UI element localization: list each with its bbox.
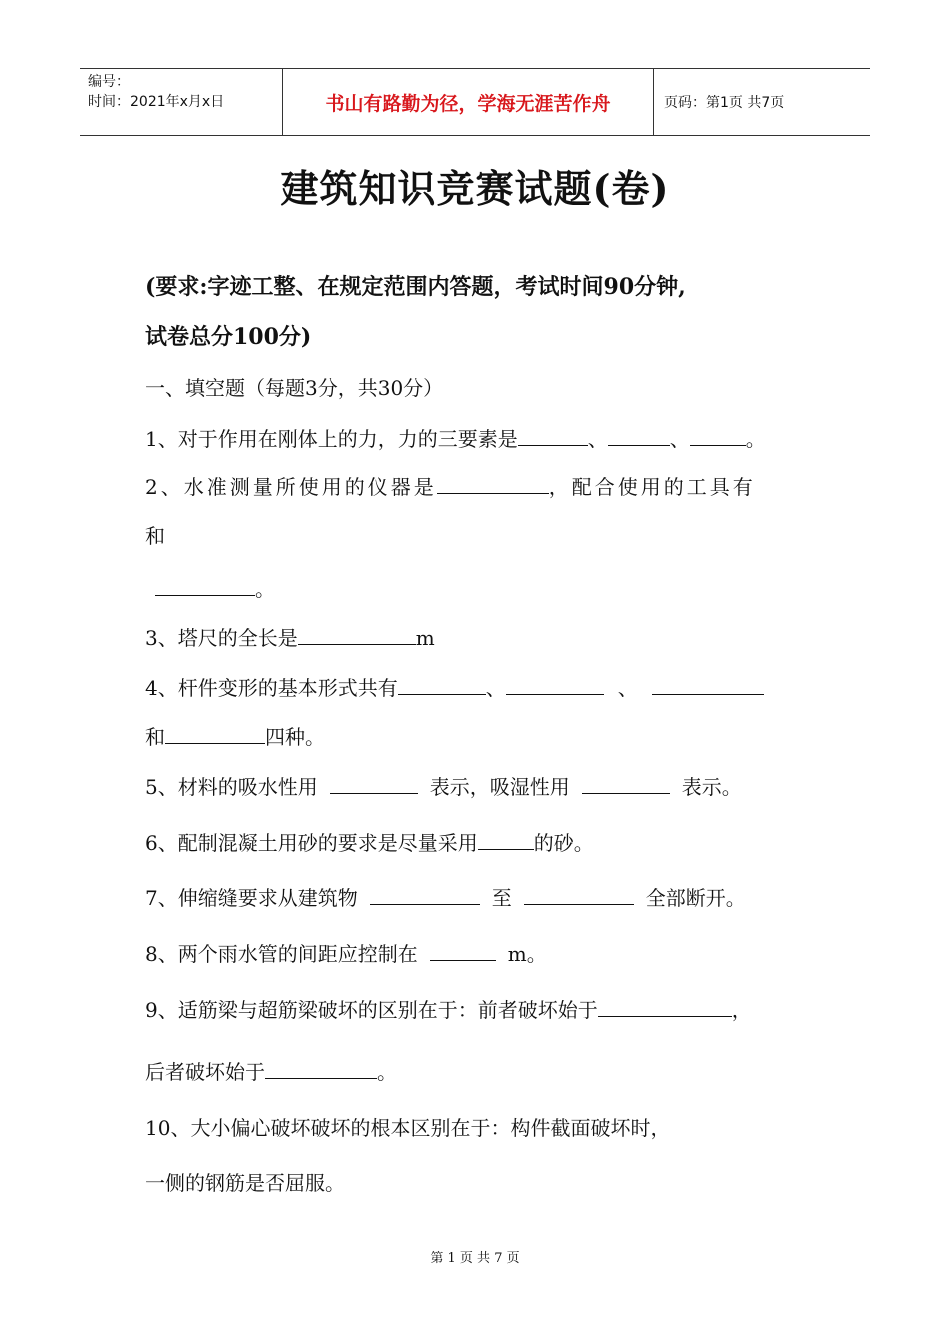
q3-unit: m xyxy=(415,626,435,650)
question-2 xyxy=(145,471,756,500)
q8-text: 8、两个雨水管的间距应控制在 xyxy=(145,942,418,966)
q5-text-2: 表示，吸湿性用 xyxy=(429,775,570,799)
section-heading: 一、填空题（每题3分，共30分） xyxy=(145,376,444,400)
q5-text: 5、材料的吸水性用 xyxy=(145,775,318,799)
q6-text: 6、配制混凝土用砂的要求是尽量采用 xyxy=(145,831,478,855)
question-9 xyxy=(145,994,752,1023)
q2-end: 。 xyxy=(255,577,275,601)
question-10: 10、大小偏心破坏破坏的根本区别在于：构件截面破坏时， xyxy=(145,1116,671,1140)
question-8 xyxy=(145,938,547,967)
requirements-line-1: (要求:字迹工整、在规定范围内答题，考试时间90分钟, xyxy=(145,274,686,300)
q5-blank-1[interactable] xyxy=(330,773,418,794)
q7-text: 7、伸缩缝要求从建筑物 xyxy=(145,886,358,910)
q5-end: 表示。 xyxy=(681,775,742,799)
q2-blank-1[interactable] xyxy=(437,473,549,494)
q4-sep-1: 、 xyxy=(485,676,506,700)
q2-text: 2、水准测量所使用的仪器是 xyxy=(145,475,437,499)
question-10-cont: 一侧的钢筋是否屈服。 xyxy=(145,1171,345,1195)
question-3 xyxy=(145,622,435,651)
question-5 xyxy=(145,771,742,800)
document-title: 建筑知识竞赛试题(卷) xyxy=(280,166,670,211)
q9-comma: ， xyxy=(731,998,752,1022)
q4-blank-3[interactable] xyxy=(652,674,764,695)
q3-blank[interactable] xyxy=(298,624,416,645)
q9-blank-2[interactable] xyxy=(265,1058,377,1079)
question-1 xyxy=(145,423,766,452)
question-9-cont xyxy=(145,1056,397,1085)
q1-blank-1[interactable] xyxy=(518,425,588,446)
question-4 xyxy=(145,672,764,701)
q1-sep-2: 、 xyxy=(669,427,690,451)
question-2-cont-2 xyxy=(145,573,275,602)
q5-blank-2[interactable] xyxy=(582,773,670,794)
q4-text: 4、杆件变形的基本形式共有 xyxy=(145,676,398,700)
number-label: 编号： xyxy=(88,74,130,90)
header-meta xyxy=(80,69,282,135)
header-page-info xyxy=(654,69,870,135)
q9-end: 。 xyxy=(377,1060,397,1084)
question-7 xyxy=(145,882,746,911)
time-label: 时间：2021年x月x日 xyxy=(88,94,225,110)
q4-blank-1[interactable] xyxy=(398,674,486,695)
page-footer: 第 1 页 共 7 页 xyxy=(430,1251,520,1266)
q4-blank-2[interactable] xyxy=(506,674,604,695)
q1-blank-2[interactable] xyxy=(608,425,670,446)
q2-blank-2[interactable] xyxy=(155,575,255,596)
q2-text-2: ，配合使用的工具有 xyxy=(548,475,756,499)
q8-end: m。 xyxy=(507,942,547,966)
page-header xyxy=(80,68,870,136)
q7-blank-2[interactable] xyxy=(524,884,634,905)
q4-and: 和 xyxy=(145,725,165,749)
q3-text: 3、塔尺的全长是 xyxy=(145,626,298,650)
q4-end: 四种。 xyxy=(265,725,325,749)
q1-sep-1: 、 xyxy=(587,427,608,451)
question-6 xyxy=(145,827,594,856)
requirements-line-2: 试卷总分100分) xyxy=(145,324,312,350)
q1-text: 1、对于作用在刚体上的力，力的三要素是 xyxy=(145,427,518,451)
question-2-cont: 和 xyxy=(145,524,165,548)
motto-text: 书山有路勤为径，学海无涯苦作舟 xyxy=(325,92,611,115)
q8-blank[interactable] xyxy=(430,940,496,961)
question-4-cont xyxy=(145,721,325,750)
q6-end: 的砂。 xyxy=(533,831,594,855)
q1-end: 。 xyxy=(745,427,766,451)
q7-to: 至 xyxy=(491,886,512,910)
q1-blank-3[interactable] xyxy=(690,425,746,446)
q7-end: 全部断开。 xyxy=(645,886,746,910)
q9-text-2: 后者破坏始于 xyxy=(145,1060,265,1084)
q9-text: 9、适筋梁与超筋梁破坏的区别在于：前者破坏始于 xyxy=(145,998,598,1022)
q4-sep-2: 、 xyxy=(617,676,638,700)
q6-blank[interactable] xyxy=(478,829,534,850)
q9-blank-1[interactable] xyxy=(598,996,732,1017)
header-motto-cell xyxy=(282,69,654,135)
q7-blank-1[interactable] xyxy=(370,884,480,905)
q4-blank-4[interactable] xyxy=(165,723,265,744)
page-info-text: 页码：第1页 共7页 xyxy=(664,95,785,111)
